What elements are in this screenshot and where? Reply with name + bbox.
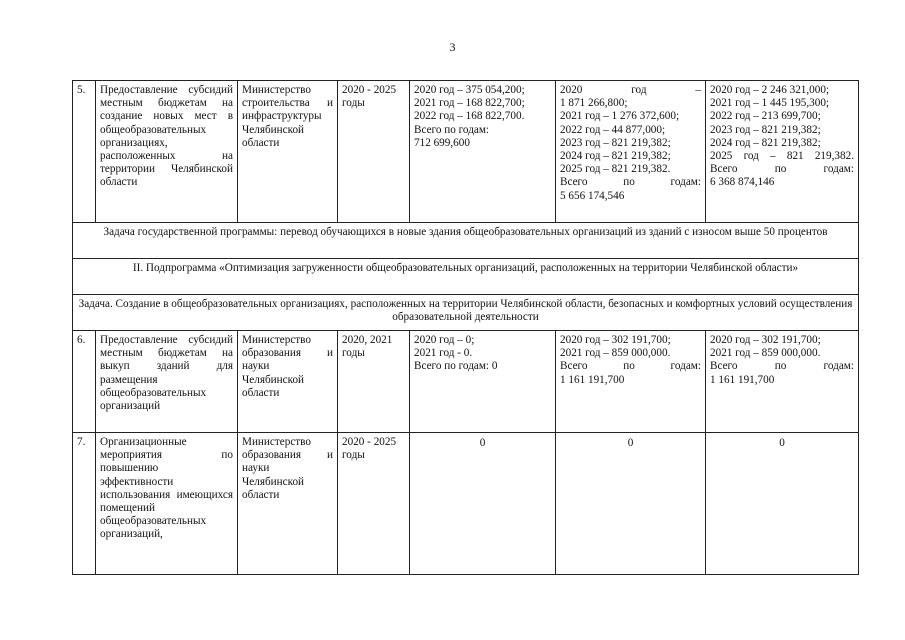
amount-line: Всего по годам: bbox=[560, 360, 701, 373]
amount-line: 2022 год – 44 877,000; bbox=[560, 123, 666, 136]
executor: Министерство образования и науки Челябинской области bbox=[238, 331, 338, 433]
table-row bbox=[73, 81, 859, 223]
period: 2020 - 2025 годы bbox=[338, 433, 410, 575]
amount-line: 2020 год – 375 054,200; bbox=[414, 84, 525, 96]
table-row bbox=[73, 223, 859, 259]
executor: Министерство образования и науки Челябинской области bbox=[238, 433, 338, 575]
amount-line: 2024 год – 821 219,382; bbox=[710, 136, 821, 149]
period: 2020 - 2025 годы bbox=[338, 81, 410, 223]
amount-line: 712 699,600 bbox=[414, 136, 470, 149]
total-funds bbox=[706, 81, 859, 223]
amount-line: 2020 год – 302 191,700; bbox=[710, 334, 821, 346]
amount-line: 2021 год – 1 445 195,300; bbox=[710, 97, 830, 110]
federal-funds bbox=[410, 331, 556, 433]
row-number: 7. bbox=[73, 433, 96, 575]
amount-line: 2020 год – 0; bbox=[414, 334, 475, 346]
amount-line: Всего по годам: bbox=[710, 360, 854, 373]
amount-line: 6 368 874,146 bbox=[710, 176, 775, 189]
amount-line: 2024 год – 821 219,382; bbox=[560, 150, 671, 163]
amount-line: 2025 год – 821 219,382. bbox=[560, 163, 671, 176]
program-table bbox=[72, 80, 859, 575]
amount-line: Всего по годам: bbox=[710, 163, 854, 176]
amount-line: 2025 год – 821 219,382. bbox=[710, 150, 854, 163]
regional-funds bbox=[556, 433, 706, 575]
subprogram-task: Задача. Создание в общеобразовательных организациях, расположенных на территории Челябинской области, безопасных и комфортных условий осуществления образовательной деятельности bbox=[73, 295, 859, 331]
subprogram-title: II. Подпрограмма «Оптимизация загруженности общеобразовательных организаций, расположенных на территории Челябинской области» bbox=[73, 259, 859, 295]
amount-line: 1 871 266,800; bbox=[560, 97, 628, 110]
amount-line: 2021 год - 0. bbox=[414, 347, 473, 360]
amount-line: Всего по годам: bbox=[414, 123, 490, 136]
regional-funds bbox=[556, 331, 706, 433]
event-name: Организационные мероприятия по повышению эффективности использования имеющихся помещений общеобразовательных организаций, bbox=[96, 433, 238, 575]
amount-line: Всего по годам: 0 bbox=[414, 360, 498, 373]
event-name: Предоставление субсидий местным бюджетам на выкуп зданий для размещения общеобразовательных организаций bbox=[96, 331, 238, 433]
federal-funds bbox=[410, 81, 556, 223]
amount-line: 2021 год – 1 276 372,600; bbox=[560, 110, 680, 123]
amount-line: 2020 год – 302 191,700; bbox=[560, 334, 671, 346]
event-name: Предоставление субсидий местным бюджетам на создание новых мест в общеобразовательных организациях, расположенных на территории Челябинской области bbox=[96, 81, 238, 223]
amount-line: 2021 год – 168 822,700; bbox=[414, 97, 525, 110]
amount-line: 2022 год – 213 699,700; bbox=[710, 110, 821, 123]
amount-line: 1 161 191,700 bbox=[560, 373, 625, 386]
amount-line: 2020 год – 2 246 321,000; bbox=[710, 84, 830, 96]
amount-zero: 0 bbox=[779, 437, 785, 449]
page-number: 3 bbox=[449, 40, 456, 54]
amount-line: 2022 год – 168 822,700. bbox=[414, 110, 525, 123]
table-row bbox=[73, 259, 859, 295]
executor: Министерство строительства и инфраструктуры Челябинской области bbox=[238, 81, 338, 223]
amount-line: Всего по годам: bbox=[560, 176, 701, 189]
table-row bbox=[73, 295, 859, 331]
period: 2020, 2021 годы bbox=[338, 331, 410, 433]
total-funds bbox=[706, 331, 859, 433]
regional-funds bbox=[556, 81, 706, 223]
amount-zero: 0 bbox=[627, 437, 634, 449]
amount-line: 2023 год – 821 219,382; bbox=[710, 123, 821, 136]
amount-line: 2020 год – bbox=[560, 84, 701, 96]
amount-zero: 0 bbox=[479, 437, 486, 449]
amount-line: 2021 год – 859 000,000. bbox=[560, 347, 671, 360]
table-row bbox=[73, 433, 859, 575]
row-number: 6. bbox=[73, 331, 96, 433]
amount-line: 1 161 191,700 bbox=[710, 373, 775, 386]
row-number: 5. bbox=[73, 81, 96, 223]
total-funds bbox=[706, 433, 859, 575]
amount-line: 5 656 174,546 bbox=[560, 189, 625, 202]
amount-line: 2021 год – 859 000,000. bbox=[710, 347, 821, 360]
federal-funds bbox=[410, 433, 556, 575]
table-row bbox=[73, 331, 859, 433]
amount-line: 2023 год – 821 219,382; bbox=[560, 136, 671, 149]
program-task: Задача государственной программы: перевод обучающихся в новые здания общеобразовательных организаций из зданий с износом выше 50 процентов bbox=[73, 223, 859, 259]
